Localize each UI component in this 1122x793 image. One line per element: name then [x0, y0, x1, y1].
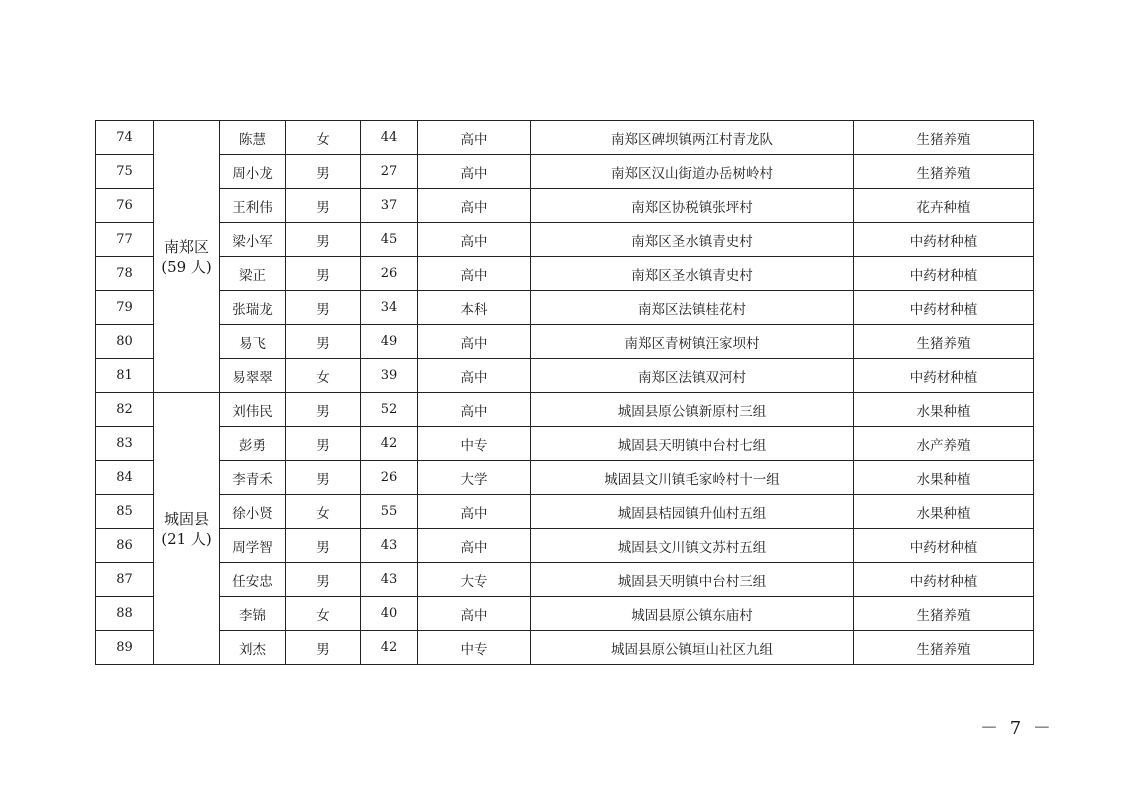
address-cell: 城固县原公镇新原村三组 [531, 393, 854, 427]
table-row [96, 257, 1034, 291]
education-cell: 高中 [418, 325, 531, 359]
gender-cell: 男 [286, 631, 361, 665]
industry-cell: 中药材种植 [854, 359, 1034, 393]
table-row [96, 631, 1034, 665]
industry-cell: 水果种植 [854, 461, 1034, 495]
person-name: 刘杰 [220, 631, 286, 665]
address-cell: 城固县桔园镇升仙村五组 [531, 495, 854, 529]
address-cell: 城固县文川镇毛家岭村十一组 [531, 461, 854, 495]
age-cell: 45 [361, 223, 418, 257]
person-name: 徐小贤 [220, 495, 286, 529]
row-number: 84 [96, 461, 154, 495]
age-cell: 44 [361, 121, 418, 155]
industry-cell: 中药材种植 [854, 257, 1034, 291]
row-number: 77 [96, 223, 154, 257]
page-number: － 7 － [980, 718, 1054, 739]
table-row [96, 563, 1034, 597]
row-number: 80 [96, 325, 154, 359]
address-cell: 南郑区碑坝镇两江村青龙队 [531, 121, 854, 155]
table-row [96, 325, 1034, 359]
education-cell: 高中 [418, 189, 531, 223]
age-cell: 39 [361, 359, 418, 393]
education-cell: 高中 [418, 223, 531, 257]
row-number: 89 [96, 631, 154, 665]
person-name: 李锦 [220, 597, 286, 631]
gender-cell: 男 [286, 461, 361, 495]
address-cell: 南郑区圣水镇青史村 [531, 257, 854, 291]
row-number: 79 [96, 291, 154, 325]
age-cell: 43 [361, 529, 418, 563]
table-row [96, 155, 1034, 189]
person-name: 李青禾 [220, 461, 286, 495]
person-name: 王利伟 [220, 189, 286, 223]
industry-cell: 生猪养殖 [854, 155, 1034, 189]
row-number: 82 [96, 393, 154, 427]
gender-cell: 男 [286, 223, 361, 257]
industry-cell: 水果种植 [854, 495, 1034, 529]
row-number: 88 [96, 597, 154, 631]
person-name: 彭勇 [220, 427, 286, 461]
industry-cell: 中药材种植 [854, 291, 1034, 325]
industry-cell: 花卉种植 [854, 189, 1034, 223]
person-name: 梁小军 [220, 223, 286, 257]
gender-cell: 女 [286, 495, 361, 529]
district-count: (21 人) [161, 529, 212, 548]
gender-cell: 男 [286, 563, 361, 597]
row-number: 83 [96, 427, 154, 461]
address-cell: 南郑区青树镇汪家坝村 [531, 325, 854, 359]
gender-cell: 男 [286, 427, 361, 461]
age-cell: 42 [361, 631, 418, 665]
gender-cell: 女 [286, 597, 361, 631]
age-cell: 26 [361, 257, 418, 291]
row-number: 86 [96, 529, 154, 563]
education-cell: 高中 [418, 495, 531, 529]
industry-cell: 水产养殖 [854, 427, 1034, 461]
gender-cell: 男 [286, 257, 361, 291]
table-row [96, 121, 1034, 155]
district-name: 城固县 [163, 509, 209, 528]
age-cell: 42 [361, 427, 418, 461]
person-name: 任安忠 [220, 563, 286, 597]
education-cell: 高中 [418, 393, 531, 427]
education-cell: 高中 [418, 529, 531, 563]
table-row [96, 529, 1034, 563]
row-number: 75 [96, 155, 154, 189]
row-number: 78 [96, 257, 154, 291]
roster-table [95, 120, 1034, 665]
age-cell: 52 [361, 393, 418, 427]
gender-cell: 男 [286, 325, 361, 359]
row-number: 85 [96, 495, 154, 529]
table-row [96, 597, 1034, 631]
address-cell: 南郑区法镇双河村 [531, 359, 854, 393]
education-cell: 高中 [418, 359, 531, 393]
person-name: 刘伟民 [220, 393, 286, 427]
address-cell: 南郑区圣水镇青史村 [531, 223, 854, 257]
age-cell: 26 [361, 461, 418, 495]
gender-cell: 女 [286, 121, 361, 155]
row-number: 74 [96, 121, 154, 155]
person-name: 易翠翠 [220, 359, 286, 393]
gender-cell: 男 [286, 529, 361, 563]
education-cell: 高中 [418, 121, 531, 155]
table-row [96, 461, 1034, 495]
table-row [96, 223, 1034, 257]
table-row [96, 189, 1034, 223]
address-cell: 城固县文川镇文苏村五组 [531, 529, 854, 563]
age-cell: 37 [361, 189, 418, 223]
education-cell: 大学 [418, 461, 531, 495]
industry-cell: 生猪养殖 [854, 631, 1034, 665]
district-cell [154, 393, 220, 665]
address-cell: 南郑区法镇桂花村 [531, 291, 854, 325]
person-name: 张瑞龙 [220, 291, 286, 325]
gender-cell: 男 [286, 393, 361, 427]
education-cell: 高中 [418, 597, 531, 631]
address-cell: 城固县天明镇中台村七组 [531, 427, 854, 461]
table-row [96, 495, 1034, 529]
education-cell: 高中 [418, 257, 531, 291]
industry-cell: 水果种植 [854, 393, 1034, 427]
row-number: 76 [96, 189, 154, 223]
age-cell: 49 [361, 325, 418, 359]
district-name: 南郑区 [163, 237, 209, 256]
table-row [96, 427, 1034, 461]
person-name: 周小龙 [220, 155, 286, 189]
industry-cell: 中药材种植 [854, 563, 1034, 597]
roster-body [96, 121, 1034, 665]
education-cell: 大专 [418, 563, 531, 597]
row-number: 81 [96, 359, 154, 393]
education-cell: 高中 [418, 155, 531, 189]
industry-cell: 中药材种植 [854, 529, 1034, 563]
table-row [96, 291, 1034, 325]
row-number: 87 [96, 563, 154, 597]
age-cell: 34 [361, 291, 418, 325]
industry-cell: 中药材种植 [854, 223, 1034, 257]
gender-cell: 女 [286, 359, 361, 393]
address-cell: 南郑区协税镇张坪村 [531, 189, 854, 223]
education-cell: 中专 [418, 631, 531, 665]
gender-cell: 男 [286, 189, 361, 223]
age-cell: 43 [361, 563, 418, 597]
district-cell [154, 121, 220, 393]
table-row [96, 359, 1034, 393]
age-cell: 27 [361, 155, 418, 189]
person-name: 易飞 [220, 325, 286, 359]
education-cell: 本科 [418, 291, 531, 325]
address-cell: 城固县天明镇中台村三组 [531, 563, 854, 597]
address-cell: 城固县原公镇东庙村 [531, 597, 854, 631]
gender-cell: 男 [286, 291, 361, 325]
age-cell: 40 [361, 597, 418, 631]
industry-cell: 生猪养殖 [854, 121, 1034, 155]
district-count: (59 人) [161, 257, 212, 276]
industry-cell: 生猪养殖 [854, 597, 1034, 631]
address-cell: 南郑区汉山街道办岳树岭村 [531, 155, 854, 189]
education-cell: 中专 [418, 427, 531, 461]
address-cell: 城固县原公镇垣山社区九组 [531, 631, 854, 665]
table-row [96, 393, 1034, 427]
industry-cell: 生猪养殖 [854, 325, 1034, 359]
person-name: 陈慧 [220, 121, 286, 155]
person-name: 梁正 [220, 257, 286, 291]
person-name: 周学智 [220, 529, 286, 563]
gender-cell: 男 [286, 155, 361, 189]
age-cell: 55 [361, 495, 418, 529]
